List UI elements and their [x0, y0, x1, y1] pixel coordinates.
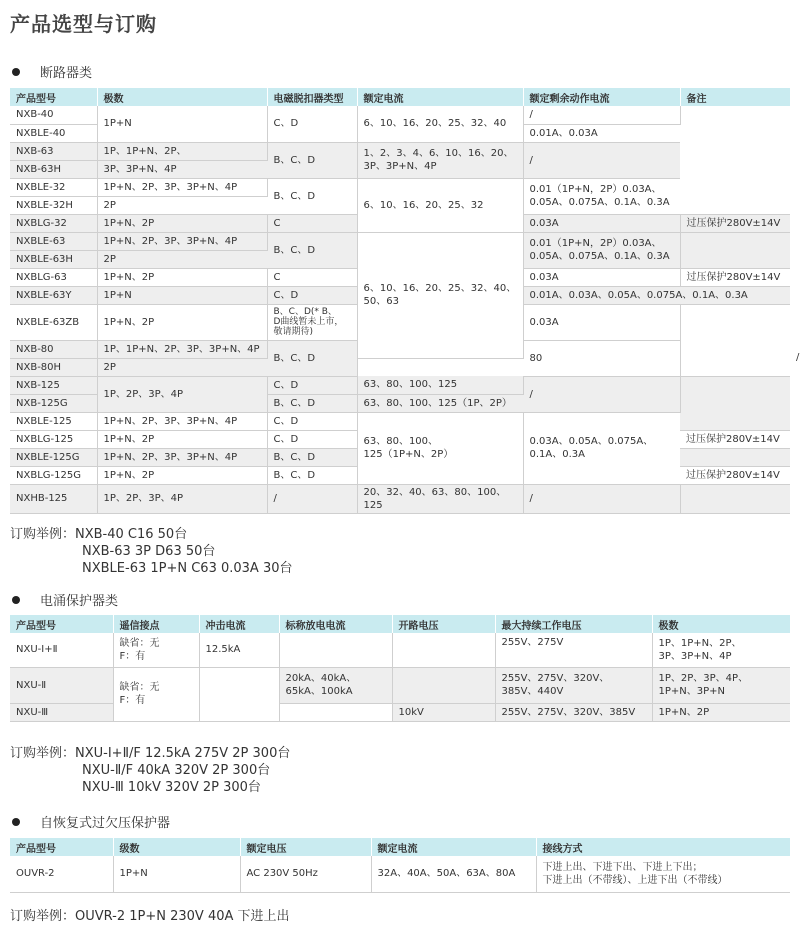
trip-type-cell: C、D [267, 430, 357, 448]
model-cell: NXB-80 [10, 340, 97, 358]
poles-cell: 1P+N [97, 106, 267, 142]
trip-type-cell: C、D [267, 106, 357, 142]
model-cell: NXU-Ⅰ+Ⅱ [10, 633, 113, 667]
col-header: 额定剩余动作电流 [523, 88, 680, 106]
trip-type-cell: B、C、D [267, 178, 357, 214]
discharge-current-cell [279, 703, 392, 721]
residual-current-cell: 0.01A、0.03A、0.05A、0.075A、0.1A、0.3A [523, 286, 790, 304]
order-line: NXB-63 3P D63 50台 [82, 544, 216, 559]
col-header: 极数 [97, 88, 267, 106]
trip-type-cell: B、C、D [267, 448, 357, 466]
bullet-icon [12, 68, 20, 76]
rated-current-cell: 63、80、100、 125（1P+N、2P） [357, 412, 523, 484]
max-voltage-cell: 255V、275V [495, 633, 652, 667]
col-header: 开路电压 [392, 615, 495, 633]
remote-signal-cell: 缺省：无 F：有 [113, 667, 199, 721]
order-example-ouvr: 订购举例：OUVR-2 1P+N 230V 40A 下进上出 [10, 909, 290, 924]
table-row [10, 142, 790, 160]
poles-cell: 1P、1P+N、2P、3P、3P+N、4P [97, 340, 267, 358]
poles-cell: 1P、2P、3P、4P [97, 484, 267, 513]
col-header: 备注 [680, 88, 790, 106]
section-title: 电涌保护器类 [40, 594, 119, 609]
poles-cell: 1P+N、2P [97, 268, 267, 286]
table-row [10, 856, 790, 892]
model-cell: NXB-63 [10, 142, 97, 160]
residual-current-cell: 0.01（1P+N，2P）0.03A、 0.05A、0.075A、0.1A、0.3A [523, 178, 680, 214]
residual-current-cell: 0.01（1P+N，2P）0.03A、 0.05A、0.075A、0.1A、0.3A [523, 232, 680, 268]
model-cell: NXB-40 [10, 106, 97, 124]
page-title: 产品选型与订购 [10, 12, 157, 36]
model-cell: NXB-125 [10, 376, 97, 394]
col-header: 产品型号 [10, 838, 113, 856]
surge-table [10, 615, 791, 722]
order-example-breakers [10, 526, 293, 577]
model-cell: NXBLE-63H [10, 250, 97, 268]
trip-type-cell: C、D [267, 376, 357, 394]
table-row [10, 178, 790, 196]
poles-cell: 2P [97, 250, 267, 268]
bullet-icon [12, 596, 20, 604]
remote-signal-cell: 缺省：无 F：有 [113, 633, 199, 667]
table-row [10, 376, 790, 394]
remark-cell: 过压保护280V±14V [680, 466, 790, 484]
residual-current-cell: 0.03A [523, 268, 680, 286]
col-header: 额定电流 [371, 838, 536, 856]
residual-current-cell: 0.03A [523, 304, 680, 340]
rated-current-cell: 32A、40A、50A、63A、80A [371, 856, 536, 892]
col-header: 电磁脱扣器类型 [267, 88, 357, 106]
table-header-row [10, 838, 790, 856]
section-title: 自恢复式过欠压保护器 [40, 816, 171, 831]
poles-cell: 1P+N、2P、3P、3P+N、4P [97, 448, 267, 466]
model-cell: NXBLE-63ZB [10, 304, 97, 340]
remark-cell [680, 376, 790, 430]
rated-current-cell: 6、10、16、20、25、32、40、 50、63 [357, 232, 523, 358]
model-cell: NXBLE-63Y [10, 286, 97, 304]
impulse-current-cell: 12.5kA [199, 633, 279, 667]
order-line: NXBLE-63 1P+N C63 0.03A 30台 [82, 561, 293, 576]
model-cell: NXBLE-32H [10, 196, 97, 214]
trip-type-cell: C [267, 214, 357, 232]
discharge-current-cell: 20kA、40kA、 65kA、100kA [279, 667, 392, 703]
model-cell: NXBLE-40 [10, 124, 97, 142]
col-header: 产品型号 [10, 615, 113, 633]
residual-current-cell: 0.03A [523, 214, 680, 232]
col-header: 遥信接点 [113, 615, 199, 633]
trip-type-cell: C [267, 268, 357, 286]
trip-type-cell: B、C、D [267, 394, 357, 412]
section-heading-ouvr [12, 812, 170, 831]
rated-current-cell: 63、80、100、125（1P、2P） [357, 394, 523, 412]
poles-cell: 1P+N、2P [97, 466, 267, 484]
order-line: 订购举例：NXU-Ⅰ+Ⅱ/F 12.5kA 275V 2P 300台 [10, 746, 291, 761]
table-row: NXB-80 1P、1P+N、2P、3P、3P+N、4P B、C、D 80 / [10, 340, 790, 358]
col-header: 接线方式 [536, 838, 790, 856]
table-row [10, 106, 790, 124]
model-cell: NXBLG-32 [10, 214, 97, 232]
ouvr-table [10, 838, 791, 893]
poles-cell: 1P、1P+N、2P、 [97, 142, 267, 160]
open-circuit-voltage-cell: 10kV [392, 703, 495, 721]
table-row [10, 232, 790, 250]
model-cell: NXBLE-32 [10, 178, 97, 196]
trip-type-cell: C、D [267, 412, 357, 430]
trip-type-cell: B、C、D [267, 340, 357, 376]
col-header: 额定电压 [240, 838, 371, 856]
residual-current-cell: 0.03A、0.05A、0.075A、 0.1A、0.3A [523, 412, 680, 484]
remark-cell: 过压保护280V±14V [680, 430, 790, 448]
open-circuit-voltage-cell [392, 633, 495, 667]
order-line: NXU-Ⅲ 10kV 320V 2P 300台 [82, 780, 261, 795]
model-cell: NXBLE-63 [10, 232, 97, 250]
trip-type-cell: B、C、D [267, 466, 357, 484]
residual-current-cell: / [523, 484, 680, 513]
poles-cell: 1P+N、2P [97, 430, 267, 448]
discharge-current-cell [279, 633, 392, 667]
order-line: NXU-Ⅱ/F 40kA 320V 2P 300台 [82, 763, 271, 778]
residual-current-cell: 0.01A、0.03A [523, 124, 680, 142]
section-title: 断路器类 [40, 66, 93, 81]
remark-cell [680, 106, 790, 214]
rated-current-cell: 80 [523, 340, 680, 376]
poles-cell: 1P+N、2P、3P、3P+N、4P [97, 232, 267, 250]
residual-current-cell: / [523, 142, 680, 178]
rated-current-cell: 63、80、100、125 [357, 376, 523, 394]
model-cell: OUVR-2 [10, 856, 113, 892]
rated-current-cell: 20、32、40、63、80、100、125 [357, 484, 523, 513]
order-line: 订购举例：NXB-40 C16 50台 [10, 527, 188, 542]
col-header: 产品型号 [10, 88, 97, 106]
table-row [10, 667, 790, 703]
poles-cell: 1P+N、2P [652, 703, 790, 721]
poles-cell: 1P+N [113, 856, 240, 892]
rated-voltage-cell: AC 230V 50Hz [240, 856, 371, 892]
model-cell: NXBLE-125G [10, 448, 97, 466]
poles-cell: 1P、1P+N、2P、 3P、3P+N、4P [652, 633, 790, 667]
rated-current-cell: 1、2、3、4、6、10、16、20、 3P、3P+N、4P [357, 142, 523, 178]
breaker-table [10, 88, 800, 514]
col-header: 额定电流 [357, 88, 523, 106]
trip-type-cell: / [267, 484, 357, 513]
poles-cell: 1P+N、2P、3P、3P+N、4P [97, 412, 267, 430]
model-cell: NXB-125G [10, 394, 97, 412]
model-cell: NXHB-125 [10, 484, 97, 513]
rated-current-cell: 6、10、16、20、25、32 [357, 178, 523, 232]
table-row [10, 484, 790, 513]
poles-cell: 1P+N、2P [97, 304, 267, 340]
poles-cell: 1P+N [97, 286, 267, 304]
model-cell: NXBLG-63 [10, 268, 97, 286]
bullet-icon [12, 818, 20, 826]
poles-cell: 2P [97, 196, 267, 214]
col-header: 最大持续工作电压 [495, 615, 652, 633]
section-heading-breakers [12, 62, 92, 81]
remark-cell: 过压保护280V±14V [680, 214, 790, 232]
trip-type-cell: B、C、D [267, 142, 357, 178]
poles-cell: 1P+N、2P [97, 214, 267, 232]
wiring-cell: 下进上出、下进下出、下进上下出； 下进上出（不带线）、上进下出（不带线） [536, 856, 790, 892]
poles-cell: 1P、2P、3P、4P [97, 376, 267, 412]
order-example-surge [10, 745, 290, 796]
max-voltage-cell: 255V、275V、320V、 385V、440V [495, 667, 652, 703]
col-header: 极数 [652, 615, 790, 633]
poles-cell: 2P [97, 358, 267, 376]
poles-cell: 1P+N、2P、3P、3P+N、4P [97, 178, 267, 196]
table-row [10, 633, 790, 667]
model-cell: NXB-80H [10, 358, 97, 376]
model-cell: NXBLE-125 [10, 412, 97, 430]
model-cell: NXU-Ⅱ [10, 667, 113, 703]
max-voltage-cell: 255V、275V、320V、385V [495, 703, 652, 721]
rated-current-cell: 6、10、16、20、25、32、40 [357, 106, 523, 142]
residual-current-cell: / [523, 106, 680, 124]
table-header-row [10, 88, 790, 106]
model-cell: NXU-Ⅲ [10, 703, 113, 721]
trip-type-cell: B、C、D(* B、 D曲线暂未上市， 敬请期待) [267, 304, 357, 340]
col-header: 级数 [113, 838, 240, 856]
remark-cell [680, 484, 790, 513]
residual-current-cell: / [523, 376, 680, 412]
impulse-current-cell [199, 667, 279, 721]
table-row [10, 412, 790, 430]
trip-type-cell: B、C、D [267, 232, 357, 268]
remark-cell: 过压保护280V±14V [680, 268, 790, 286]
section-heading-surge [12, 590, 118, 609]
col-header: 标称放电电流 [279, 615, 392, 633]
model-cell: NXB-63H [10, 160, 97, 178]
poles-cell: 1P、2P、3P、4P、 1P+N、3P+N [652, 667, 790, 703]
open-circuit-voltage-cell [392, 667, 495, 703]
col-header: 冲击电流 [199, 615, 279, 633]
model-cell: NXBLG-125 [10, 430, 97, 448]
model-cell: NXBLG-125G [10, 466, 97, 484]
remark-cell [680, 304, 790, 376]
table-header-row [10, 615, 790, 633]
poles-cell: 3P、3P+N、4P [97, 160, 267, 178]
remark-cell [680, 448, 790, 466]
trip-type-cell: C、D [267, 286, 357, 304]
remark-cell [680, 232, 790, 268]
